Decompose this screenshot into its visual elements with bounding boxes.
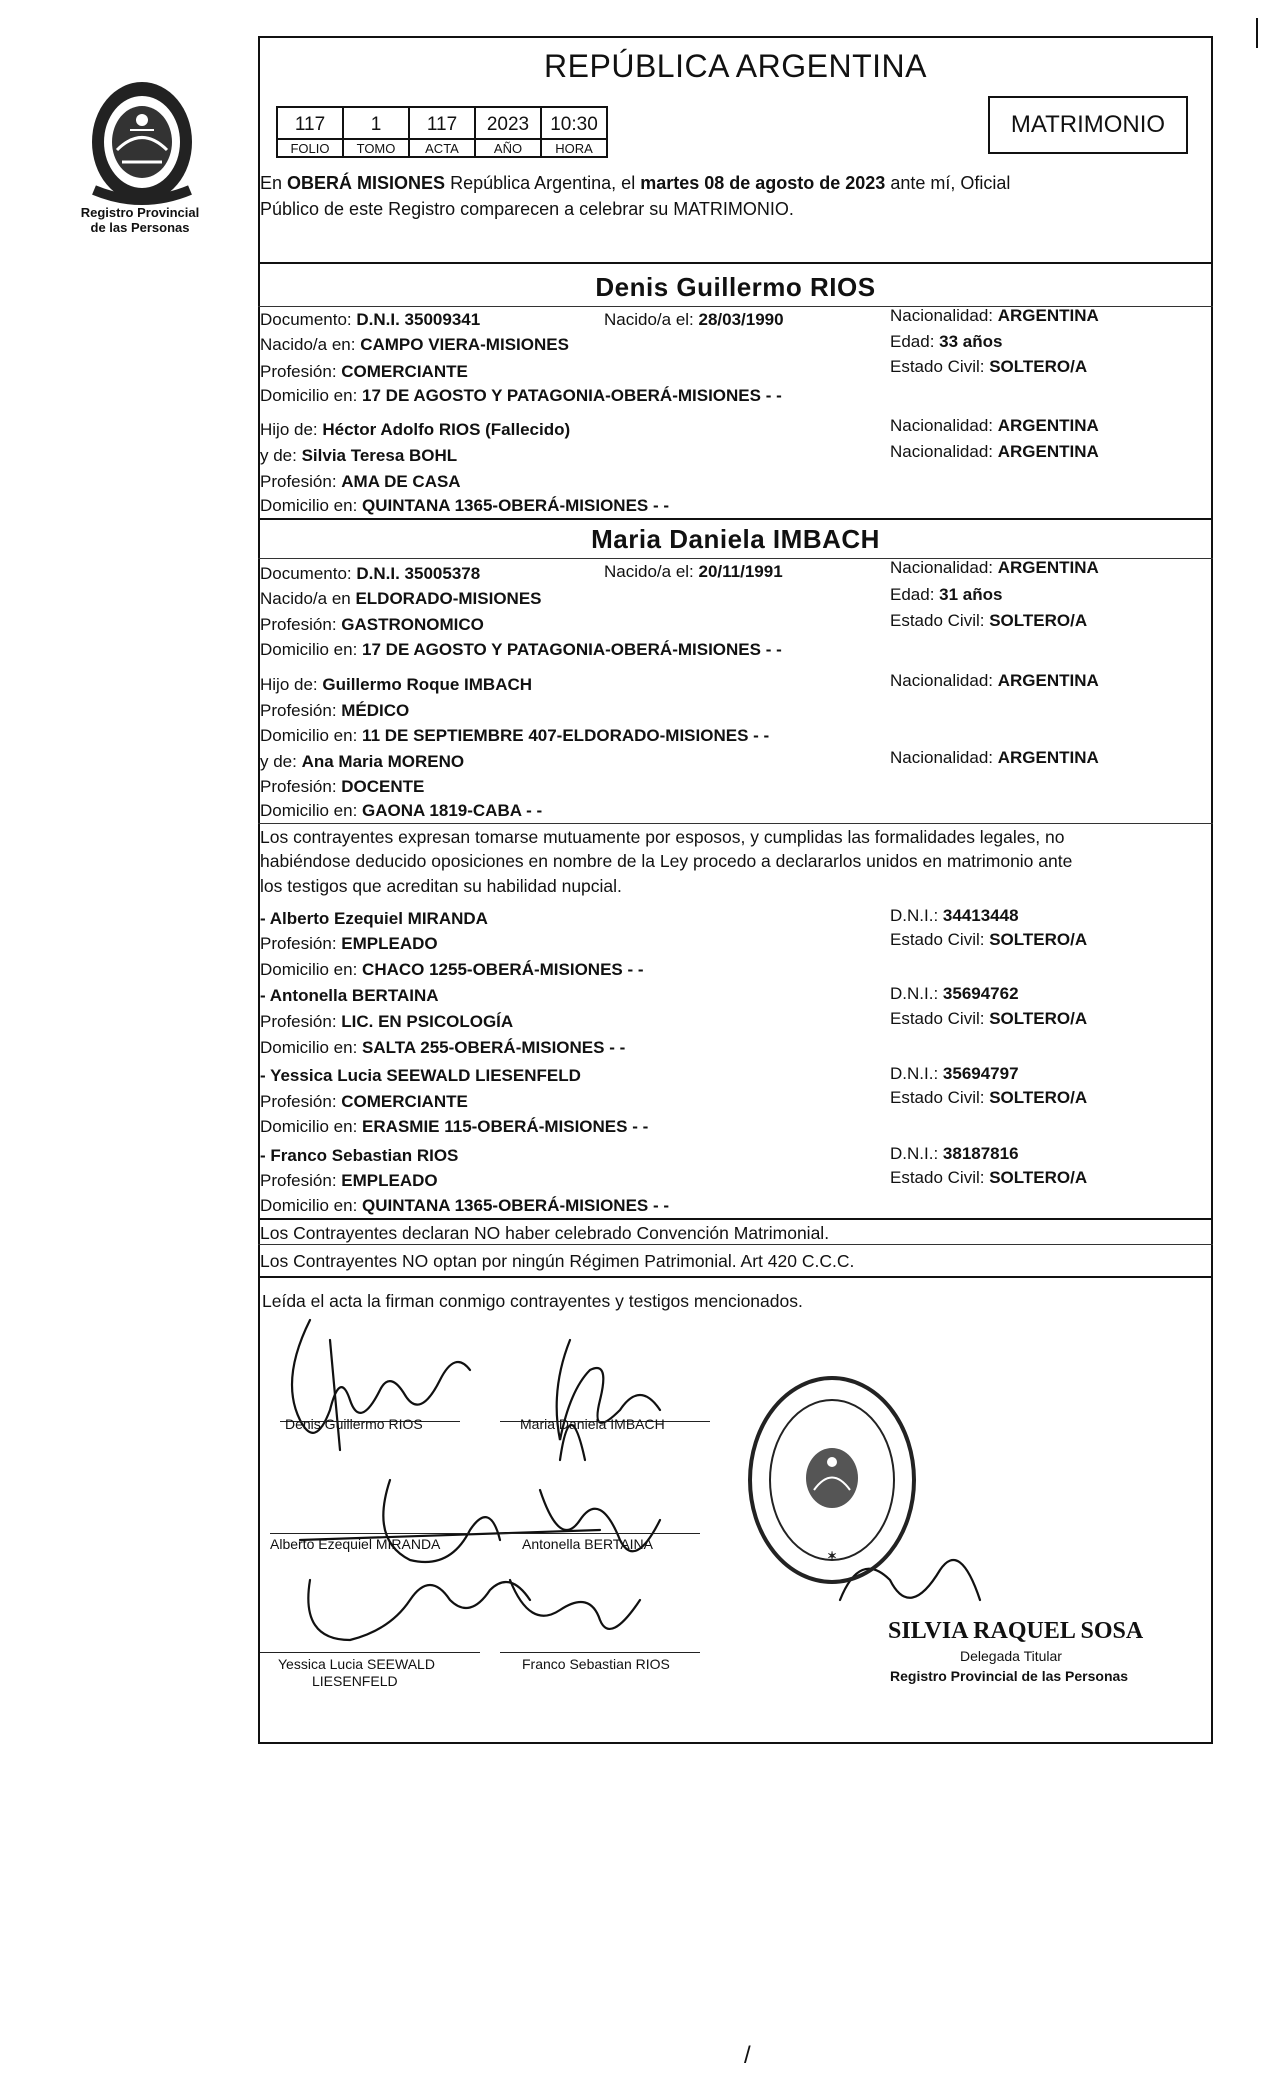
label: Profesión: (260, 1171, 342, 1190)
value: Guillermo Roque IMBACH (322, 675, 533, 694)
declaration-line3: los testigos que acreditan su habilidad nupcial. (260, 876, 622, 896)
doc-type-box (988, 96, 1188, 154)
label: Domicilio en: (260, 496, 363, 515)
edge-mark (1256, 18, 1258, 48)
value: SOLTERO/A (989, 1009, 1088, 1028)
intro-date: martes 08 de agosto de 2023 (640, 173, 886, 193)
value: 38187816 (942, 1144, 1019, 1163)
intro-mid: República Argentina, el (445, 173, 641, 193)
value: ARGENTINA (997, 442, 1099, 461)
read-statement: Leída el acta la firman conmigo contrayentes y testigos mencionados. (262, 1291, 803, 1311)
party2-father-address (260, 726, 769, 746)
party2-mother-address (260, 801, 542, 821)
value: DOCENTE (341, 777, 425, 796)
witness1-civil (890, 930, 1087, 950)
value: GAONA 1819-CABA - - (362, 801, 543, 820)
label: Nacionalidad: (890, 671, 998, 690)
label: Profesión: (260, 615, 342, 634)
svg-text:✶: ✶ (826, 1549, 838, 1563)
value: SOLTERO/A (989, 1088, 1088, 1107)
declaration-line2: habiéndose deducido oposiciones en nombre de la Ley procedo a declararlos unidos en matrimonio ante (260, 851, 1073, 871)
party2-civil (890, 611, 1087, 631)
value: D.N.I. 35005378 (356, 564, 481, 583)
label: Domicilio en: (260, 960, 363, 979)
value: ARGENTINA (997, 558, 1099, 577)
witness4-name: - Franco Sebastian RIOS (260, 1146, 459, 1165)
party2-born-on (604, 562, 783, 582)
field-caption: AÑO (474, 140, 542, 158)
field-acta (408, 106, 474, 158)
divider (258, 262, 1213, 264)
declaration-line1: Los contrayentes expresan tomarse mutuamente por esposos, y cumplidas las formalidades legales, no (260, 827, 1065, 847)
value: LIC. EN PSICOLOGÍA (341, 1012, 514, 1031)
label: Domicilio en: (260, 801, 363, 820)
value: ELDORADO-MISIONES (355, 589, 542, 608)
intro-prefix: En (260, 173, 288, 193)
label: Domicilio en: (260, 1196, 363, 1215)
official-name: SILVIA RAQUEL SOSA (888, 1618, 1144, 1644)
value: ERASMIE 115-OBERÁ-MISIONES - - (362, 1117, 649, 1136)
value: CHACO 1255-OBERÁ-MISIONES - - (362, 960, 644, 979)
signature-line (270, 1533, 470, 1534)
signature-yessica-line1: Yessica Lucia SEEWALD (278, 1656, 435, 1672)
signature-denis: Denis Guillermo RIOS (285, 1416, 423, 1432)
party1-nationality (890, 306, 1099, 326)
value: CAMPO VIERA-MISIONES (360, 335, 569, 354)
label: Hijo de: (260, 675, 323, 694)
witness3-address (260, 1117, 648, 1137)
provincial-seal (72, 70, 212, 210)
label: Domicilio en: (260, 1117, 363, 1136)
seal-label (60, 205, 220, 235)
value: 17 DE AGOSTO Y PATAGONIA-OBERÁ-MISIONES - - (362, 386, 782, 405)
party1-parent-address (260, 496, 669, 516)
field-folio (276, 106, 342, 158)
party2-mother (260, 752, 464, 772)
signature-yessica-line2: LIESENFELD (312, 1673, 398, 1689)
party1-age (890, 332, 1002, 352)
label: Estado Civil: (890, 357, 990, 376)
label: Nacido/a el: (604, 562, 699, 581)
party1-born-in (260, 335, 569, 355)
label: Domicilio en: (260, 1038, 363, 1057)
value: QUINTANA 1365-OBERÁ-MISIONES - - (362, 496, 670, 515)
value: ARGENTINA (997, 306, 1099, 325)
witness3-dni (890, 1064, 1019, 1084)
label: Nacionalidad: (890, 748, 998, 767)
value: SOLTERO/A (989, 611, 1088, 630)
label: Edad: (890, 585, 940, 604)
label: Nacido/a el: (604, 310, 699, 329)
value: SOLTERO/A (989, 930, 1088, 949)
party1-mother-nationality (890, 442, 1099, 462)
party2-father-nationality (890, 671, 1099, 691)
value: ARGENTINA (997, 748, 1099, 767)
value: D.N.I. 35009341 (356, 310, 481, 329)
value: ARGENTINA (997, 416, 1099, 435)
label: D.N.I.: (890, 1064, 943, 1083)
value: EMPLEADO (341, 1171, 438, 1190)
value: SALTA 255-OBERÁ-MISIONES - - (362, 1038, 626, 1057)
signature-line (500, 1533, 700, 1534)
seal-label-line2: de las Personas (90, 220, 190, 235)
party1-born-on (604, 310, 784, 330)
label: Edad: (890, 332, 940, 351)
page-title: REPÚBLICA ARGENTINA (544, 48, 927, 84)
label: Profesión: (260, 472, 342, 491)
signature-line (260, 1652, 480, 1653)
label: Profesión: (260, 701, 342, 720)
intro-suffix: ante mí, Oficial (885, 173, 1011, 193)
field-value: 1 (342, 106, 410, 140)
field-caption: TOMO (342, 140, 410, 158)
field-hora (540, 106, 606, 158)
party2-name: Maria Daniela IMBACH (591, 524, 880, 554)
divider (258, 1244, 1213, 1245)
party2-address (260, 640, 782, 660)
label: Documento: (260, 310, 357, 329)
label: y de: (260, 446, 302, 465)
signature-antonella: Antonella BERTAINA (522, 1536, 653, 1552)
field-value: 117 (276, 106, 344, 140)
value: COMERCIANTE (341, 362, 468, 381)
label: Profesión: (260, 362, 342, 381)
party2-doc (260, 564, 480, 584)
field-tomo (342, 106, 408, 158)
official-office: Registro Provincial de las Personas (890, 1668, 1129, 1684)
witness2-dni (890, 984, 1019, 1004)
label: Domicilio en: (260, 640, 363, 659)
divider (258, 823, 1213, 824)
party1-father (260, 420, 570, 440)
value: 31 años (939, 585, 1003, 604)
value: COMERCIANTE (341, 1092, 468, 1111)
witness4-profession (260, 1171, 438, 1191)
regime-line2: Los Contrayentes NO optan por ningún Régimen Patrimonial. Art 420 C.C.C. (260, 1251, 855, 1271)
signature-alberto: Alberto Ezequiel MIRANDA (270, 1536, 441, 1552)
stray-mark: / (744, 2042, 751, 2069)
label: Estado Civil: (890, 1009, 990, 1028)
field-caption: ACTA (408, 140, 476, 158)
field-value: 10:30 (540, 106, 608, 140)
regime-line1: Los Contrayentes declaran NO haber celebrado Convención Matrimonial. (260, 1223, 830, 1243)
witness4-address (260, 1196, 669, 1216)
party1-civil (890, 357, 1087, 377)
signature-line (500, 1652, 700, 1653)
witness2-civil (890, 1009, 1087, 1029)
label: y de: (260, 752, 302, 771)
divider (258, 1276, 1213, 1278)
witness3-civil (890, 1088, 1087, 1108)
label: Profesión: (260, 934, 342, 953)
witness1-profession (260, 934, 438, 954)
party1-name: Denis Guillermo RIOS (595, 272, 876, 302)
field-caption: FOLIO (276, 140, 344, 158)
witness1-address (260, 960, 644, 980)
seal-label-line1: Registro Provincial (80, 205, 200, 220)
official-stamp (742, 1370, 922, 1590)
party1-doc (260, 310, 480, 330)
party2-born-in (260, 589, 542, 609)
value: SOLTERO/A (989, 1168, 1088, 1187)
intro-line2: Público de este Registro comparecen a celebrar su MATRIMONIO. (260, 199, 794, 219)
field-anio (474, 106, 540, 158)
field-value: 117 (408, 106, 476, 140)
witness3-name: - Yessica Lucia SEEWALD LIESENFELD (260, 1066, 581, 1085)
label: Profesión: (260, 777, 342, 796)
value: SOLTERO/A (989, 357, 1088, 376)
value: 11 DE SEPTIEMBRE 407-ELDORADO-MISIONES - - (362, 726, 770, 745)
label: Profesión: (260, 1012, 342, 1031)
value: Silvia Teresa BOHL (301, 446, 458, 465)
party2-nationality (890, 558, 1099, 578)
label: Documento: (260, 564, 357, 583)
label: Nacionalidad: (890, 416, 998, 435)
record-fields (276, 106, 606, 158)
value: Héctor Adolfo RIOS (Fallecido) (322, 420, 571, 439)
label: Estado Civil: (890, 1168, 990, 1187)
party2-father-profession (260, 701, 409, 721)
witness1-dni (890, 906, 1019, 926)
party1-parent-profession (260, 472, 461, 492)
label: Nacido/a en: (260, 335, 361, 354)
label: D.N.I.: (890, 1144, 943, 1163)
label: Domicilio en: (260, 726, 363, 745)
label: Estado Civil: (890, 930, 990, 949)
signature-maria: Maria Daniela IMBACH (520, 1416, 665, 1432)
witness2-profession (260, 1012, 513, 1032)
label: D.N.I.: (890, 906, 943, 925)
signature-franco: Franco Sebastian RIOS (522, 1656, 670, 1672)
witness2-name: - Antonella BERTAINA (260, 986, 439, 1005)
value: 20/11/1991 (698, 562, 783, 581)
official-title: Delegada Titular (960, 1648, 1062, 1664)
label: Nacido/a en (260, 589, 356, 608)
value: EMPLEADO (341, 934, 438, 953)
party2-profession (260, 615, 484, 635)
value: 35694762 (942, 984, 1019, 1003)
label: Estado Civil: (890, 1088, 990, 1107)
label: D.N.I.: (890, 984, 943, 1003)
witness3-profession (260, 1092, 468, 1112)
party1-address (260, 386, 782, 406)
label: Nacionalidad: (890, 442, 998, 461)
party1-mother (260, 446, 457, 466)
witness4-civil (890, 1168, 1087, 1188)
value: 34413448 (942, 906, 1019, 925)
value: MÉDICO (341, 701, 410, 720)
value: GASTRONOMICO (341, 615, 484, 634)
divider (258, 518, 1213, 520)
field-value: 2023 (474, 106, 542, 140)
intro-place: OBERÁ MISIONES (287, 173, 446, 193)
party1-profession (260, 362, 468, 382)
party2-age (890, 585, 1002, 605)
label: Nacionalidad: (890, 558, 998, 577)
value: 17 DE AGOSTO Y PATAGONIA-OBERÁ-MISIONES - - (362, 640, 782, 659)
field-caption: HORA (540, 140, 608, 158)
label: Profesión: (260, 1092, 342, 1111)
value: AMA DE CASA (341, 472, 461, 491)
label: Hijo de: (260, 420, 323, 439)
label: Domicilio en: (260, 386, 363, 405)
party2-mother-nationality (890, 748, 1099, 768)
value: ARGENTINA (997, 671, 1099, 690)
value: Ana Maria MORENO (301, 752, 465, 771)
party2-father (260, 675, 532, 695)
doc-type: MATRIMONIO (1010, 111, 1166, 138)
value: 33 años (939, 332, 1003, 351)
value: QUINTANA 1365-OBERÁ-MISIONES - - (362, 1196, 670, 1215)
witness1-name: - Alberto Ezequiel MIRANDA (260, 909, 488, 928)
party1-father-nationality (890, 416, 1099, 436)
value: 28/03/1990 (698, 310, 784, 329)
intro-line1 (260, 172, 1010, 194)
label: Nacionalidad: (890, 306, 998, 325)
witness4-dni (890, 1144, 1019, 1164)
value: 35694797 (942, 1064, 1019, 1083)
label: Estado Civil: (890, 611, 990, 630)
witness2-address (260, 1038, 625, 1058)
divider (258, 1218, 1213, 1220)
party2-mother-profession (260, 777, 424, 797)
